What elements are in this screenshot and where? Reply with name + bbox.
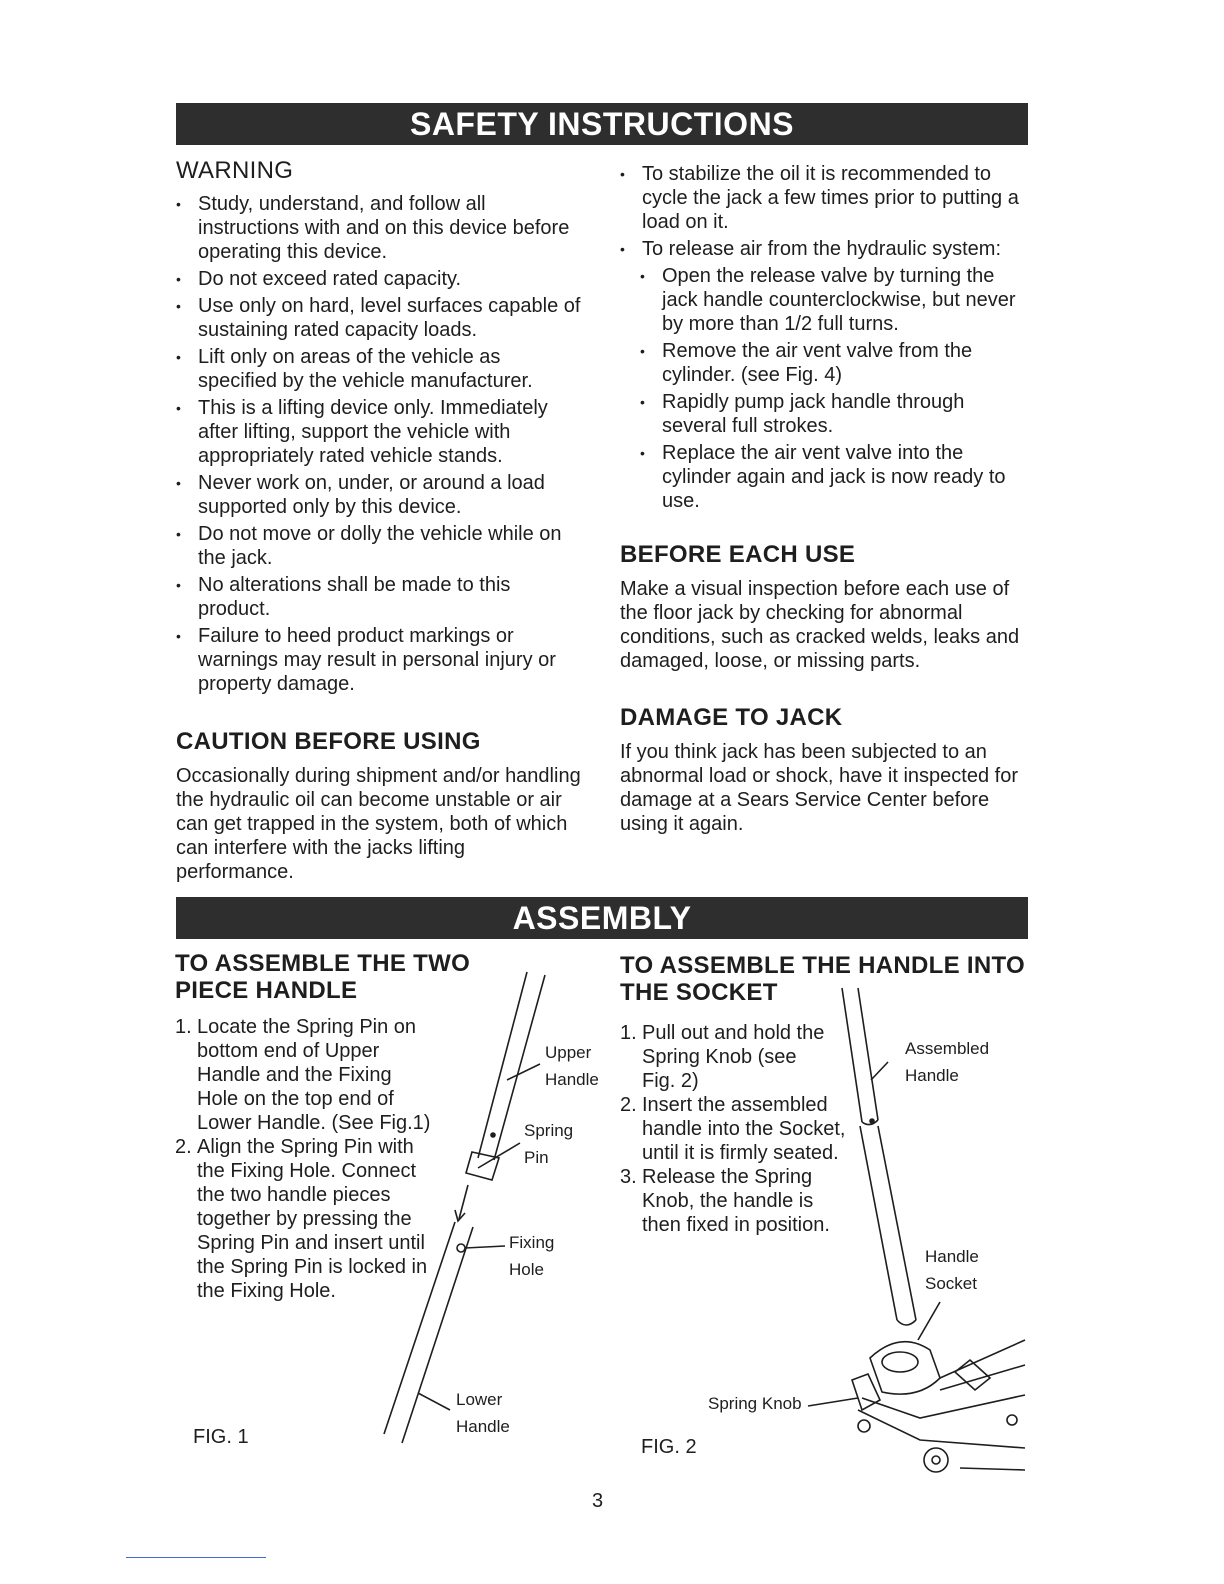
list-item: • Never work on, under, or around a load supported only by this device. — [176, 471, 584, 519]
upper-handle-label: Upper Handle — [545, 1043, 599, 1089]
step-item: 2. Insert the assembled handle into the Socket, until it is firmly seated. — [620, 1094, 846, 1164]
fixing-hole-label: Fixing Hole — [509, 1233, 555, 1279]
caution-text: Occasionally during shipment and/or handling the hydraulic oil can become unstable or air can get trapped in the system, both of which can interfere with the jacks lifting performance. — [176, 765, 581, 883]
spring-knob — [852, 1374, 880, 1410]
list-item: • Remove the air vent valve from the cylinder. (see Fig. 4) — [640, 339, 1030, 387]
list-item: • Rapidly pump jack handle through several full strokes. — [640, 390, 1030, 438]
jack-head — [870, 1342, 940, 1394]
socket-leader — [918, 1302, 940, 1340]
spring-knob-leader — [808, 1398, 858, 1406]
list-item: • This is a lifting device only. Immediately after lifting, support the vehicle with appropriately rated vehicle stands. — [176, 396, 584, 468]
before-each-use-heading: BEFORE EACH USE — [620, 541, 856, 568]
list-item: • Do not exceed rated capacity. — [176, 267, 584, 291]
list-item: • Use only on hard, level surfaces capable of sustaining rated capacity loads. — [176, 294, 584, 342]
assembled-handle-right-edge — [858, 988, 878, 1120]
handle-socket-label: Handle Socket — [925, 1247, 979, 1293]
jack-frame-lower — [858, 1410, 1025, 1448]
assembly-banner: ASSEMBLY — [176, 897, 1028, 939]
list-item: • No alterations shall be made to this product. — [176, 573, 584, 621]
list-item: • Failure to heed product markings or warnings may result in personal injury or property damage. — [176, 624, 584, 696]
assembled-handle-leader — [871, 1062, 888, 1080]
jack-frame-upper — [862, 1395, 1025, 1418]
fig2-caption: FIG. 2 — [641, 1436, 697, 1458]
jack-front-wheel — [858, 1420, 870, 1432]
spring-knob-label: Spring Knob — [708, 1394, 802, 1413]
before-each-use-text: Make a visual inspection before each use of the floor jack by checking for abnormal conditions, such as cracked welds, leaks and damaged, loose, or missing parts. — [620, 578, 1020, 672]
list-item: • Open the release valve by turning the jack handle counterclockwise, but never by more than 1/2 full turns. — [640, 264, 1030, 336]
socket-left-edge — [860, 1126, 897, 1320]
spring-pin-label: Spring Pin — [524, 1121, 574, 1167]
jack-rear-wheel — [1007, 1415, 1017, 1425]
list-item: • Lift only on areas of the vehicle as specified by the vehicle manufacturer. — [176, 345, 584, 393]
damage-text: If you think jack has been subjected to an abnormal load or shock, have it inspected for damage at a Sears Service Center before using it again. — [620, 741, 1018, 835]
warning-heading: WARNING — [176, 157, 294, 184]
jack-base-line — [960, 1468, 1025, 1470]
socket-heading-line2: THE SOCKET — [620, 979, 778, 1006]
step-item: 3. Release the Spring Knob, the handle is then fixed in position. — [620, 1166, 830, 1236]
damage-heading: DAMAGE TO JACK — [620, 704, 843, 731]
page-number: 3 — [592, 1490, 604, 1512]
caution-heading: CAUTION BEFORE USING — [176, 728, 481, 755]
list-item: • Do not move or dolly the vehicle while on the jack. — [176, 522, 584, 570]
jack-linkage — [955, 1360, 990, 1390]
jack-caster-hub — [932, 1456, 940, 1464]
fig1-caption: FIG. 1 — [193, 1426, 249, 1448]
socket-heading-line1: TO ASSEMBLE THE HANDLE INTO — [620, 952, 1026, 979]
socket-right-edge — [878, 1126, 916, 1320]
two-piece-heading-line2: PIECE HANDLE — [175, 977, 358, 1004]
safety-instructions-banner: SAFETY INSTRUCTIONS — [176, 103, 1028, 145]
socket-end — [897, 1320, 916, 1325]
list-item: • Replace the air vent valve into the cylinder again and jack is now ready to use. — [640, 441, 1030, 513]
handle-pin-dot — [870, 1119, 874, 1123]
jack-socket-top — [882, 1352, 918, 1372]
list-item: • Study, understand, and follow all instructions with and on this device before operating this device. — [176, 192, 584, 264]
list-item: • To stabilize the oil it is recommended to cycle the jack a few times prior to putting a load on it. — [620, 162, 1030, 234]
step-item: 1. Pull out and hold the Spring Knob (see Fig. 2) — [620, 1022, 825, 1092]
two-piece-heading-line1: TO ASSEMBLE THE TWO — [175, 950, 471, 977]
step-item: 2. Align the Spring Pin with the Fixing Hole. Connect the two handle pieces together by pressing the Spring Pin and insert until the Spring Pin is locked in the Fixing Hole. — [175, 1136, 428, 1302]
assembled-handle-label: Assembled Handle — [905, 1039, 990, 1085]
jack-caster-wheel — [924, 1448, 948, 1472]
step-item: 1. Locate the Spring Pin on bottom end of Upper Handle and the Fixing Hole on the top end of Lower Handle. (See Fig.1) — [175, 1016, 431, 1134]
lower-handle-label: Lower Handle — [456, 1390, 510, 1436]
list-item: • To release air from the hydraulic system: — [620, 237, 1030, 261]
footnote-rule — [126, 1557, 266, 1558]
jack-arm-lower — [940, 1365, 1025, 1390]
assembled-handle-left-edge — [842, 988, 862, 1122]
